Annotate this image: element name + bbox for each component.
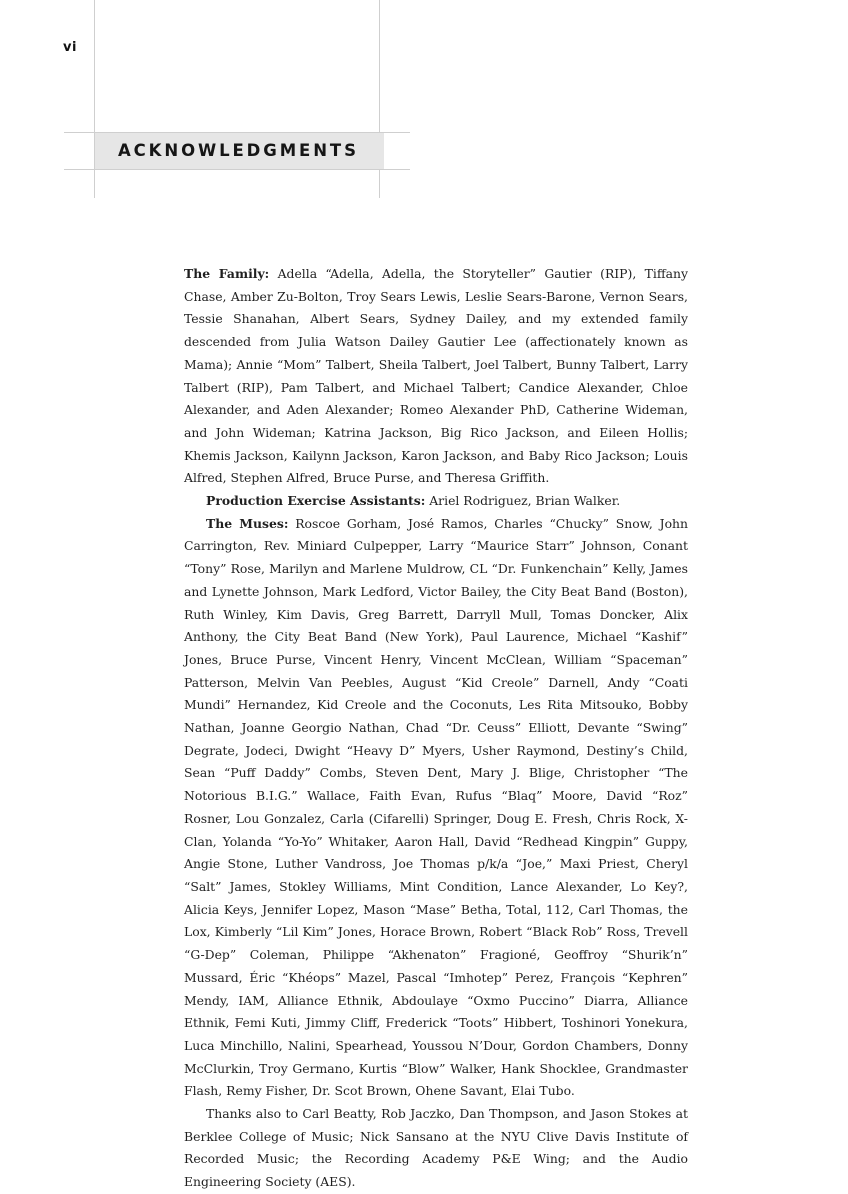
chapter-heading: ACKNOWLEDGMENTS <box>118 141 359 160</box>
paragraph-text: Roscoe Gorham, José Ramos, Charles “Chucky” Snow, John Carrington, Rev. Miniard Culpepper, Larry “Maurice Starr” Johnson, Conant “Tony” Rose, Marilyn and Marlene Muldrow, CL “Dr. Funkenchain” Kelly, James and Lynette Johnson, Mark Ledford, Victor Bailey, the City Beat Band (Boston), Ruth Winley, Kim Davis, Greg Barrett, Darryll Mull, Tomas Doncker, Alix Anthony, the City Beat Band (New York), Paul Laurence, Michael “Kashif” Jones, Bruce Purse, Vincent Henry, Vincent McClean, William “Spaceman” Patterson, Melvin Van Peebles, August “Kid Creole” Darnell, Andy “Coati Mundi” Hernandez, Kid Creole and the Coconuts, Les Rita Mitsouko, Bobby Nathan, Joanne Georgio Nathan, Chad “Dr. Ceuss” Elliott, Devante “Swing” Degrate, Jodeci, Dwight “Heavy D” Myers, Usher Raymond, Destiny’s Child, Sean “Puff Daddy” Combs, Steven Dent, Mary J. Blige, Christopher “The Notorious B.I.G.” Wallace, Faith Evan, Rufus “Blaq” Moore, David “Roz” Rosner, Lou Gonzalez, Carla (Cifarelli) Springer, Doug E. Fresh, Chris Rock, X-Clan, Yolanda “Yo-Yo” Whitaker, Aaron Hall, David “Redhead Kingpin” Guppy, Angie Stone, Luther Vandross, Joe Thomas p/k/a “Joe,” Maxi Priest, Cheryl “Salt” James, Stokley Williams, Mint Condition, Lance Alexander, Lo Key?, Alicia Keys, Jennifer Lopez, Mason “Mase” Betha, Total, 112, Carl Thomas, the Lox, Kimberly “Lil Kim” Jones, Horace Brown, Robert “Black Rob” Ross, Trevell “G-Dep” Coleman, Philippe “Akhenaton” Fragioné, Geoffroy “Shurik’n” Mussard, Éric “Khéops” Mazel, Pascal “Imhotep” Perez, François “Kephren” Mendy, IAM, Alliance Ethnik, Abdoulaye “Oxmo Puccino” Diarra, Alliance Ethnik, Femi Kuti, Jimmy Cliff, Frederick “Toots” Hibbert, Toshinori Yonekura, Luca Minchillo, Nalini, Spearhead, Youssou N’Dour, Gordon Chambers, Donny McClurkin, Troy Germano, Kurtis “Blow” Walker, Hank Shocklee, Grandmaster Flash, Remy Fisher, Dr. Scot Brown, Ohene Savant, Elai Tubo. <box>184 515 688 1099</box>
paragraph-text: Thanks also to Carl Beatty, Rob Jaczko, Dan Thompson, and Jason Stokes at Berklee College of Music; Nick Sansano at the NYU Clive Davis Institute of Recorded Music; the Recording Academy P&E Wing; and the Audio Engineering Society (AES). <box>184 1106 688 1190</box>
heading-rule-horizontal-bottom <box>64 169 410 170</box>
acknowledgments-body <box>184 263 688 1194</box>
paragraph-lead: Production Exercise Assistants: <box>206 493 426 509</box>
paragraph-thanks <box>184 1103 688 1194</box>
paragraph-text: Adella “Adella, Adella, the Storyteller” Gautier (RIP), Tiffany Chase, Amber Zu-Bolton, Troy Sears Lewis, Leslie Sears-Barone, Vernon Sears, Tessie Shanahan, Albert Sears, Sydney Dailey, and my extended family descended from Julia Watson Dailey Gautier Lee (affectionately known as Mama); Annie “Mom” Talbert, Sheila Talbert, Joel Talbert, Bunny Talbert, Larry Talbert (RIP), Pam Talbert, and Michael Talbert; Candice Alexander, Chloe Alexander, and Aden Alexander; Romeo Alexander PhD, Catherine Wideman, and John Wideman; Katrina Jackson, Big Rico Jackson, and Eileen Hollis; Khemis Jackson, Kailynn Jackson, Karon Jackson, and Baby Rico Jackson; Louis Alfred, Stephen Alfred, Bruce Purse, and Theresa Griffith. <box>184 266 689 486</box>
paragraph-muses <box>184 513 688 1103</box>
paragraph-lead: The Family: <box>184 266 270 281</box>
paragraph-production-assistants <box>184 490 688 513</box>
paragraph-lead: The Muses: <box>206 515 289 531</box>
paragraph-text: Ariel Rodriguez, Brian Walker. <box>425 493 621 509</box>
paragraph-family <box>184 263 688 490</box>
page-number: vi <box>63 40 77 55</box>
